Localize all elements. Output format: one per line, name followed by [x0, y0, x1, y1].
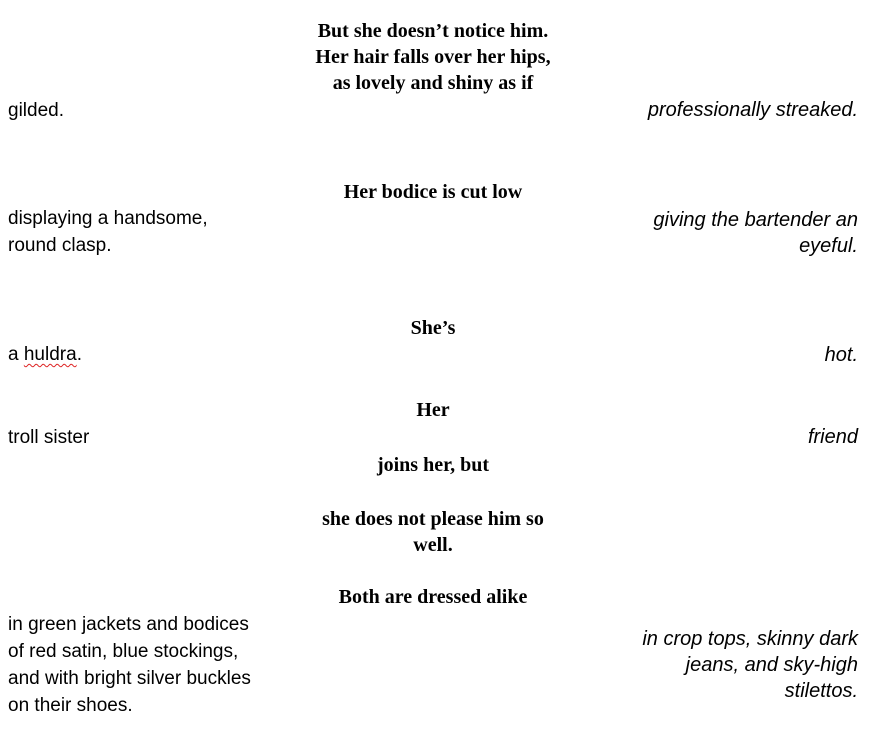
left-text-3: [8, 341, 298, 368]
spellcheck-flagged-word[interactable]: huldra: [23, 344, 77, 365]
center-text-5: joins her, but: [376, 454, 490, 476]
left-text-1: gilded.: [8, 100, 64, 121]
right-text-7: in crop tops, skinny dark jeans, and sky-high stilettos.: [642, 628, 858, 702]
left-text-3-prefix: a: [8, 344, 24, 365]
center-text-2: Her bodice is cut low: [343, 181, 523, 203]
left-text-4: troll sister: [8, 427, 90, 448]
right-text-2: giving the bartender an eyeful.: [653, 209, 858, 257]
center-text-1: But she doesn’t notice him. Her hair falls over her hips, as lovely and shiny as if: [315, 20, 551, 94]
center-text-3: She’s: [410, 317, 456, 339]
right-text-3: hot.: [824, 344, 858, 366]
center-text-6: she does not please him so well.: [322, 508, 544, 556]
right-text-1: professionally streaked.: [647, 99, 858, 121]
left-text-7: in green jackets and bodices of red satin, blue stockings, and with bright silver buckles on their shoes.: [8, 614, 251, 716]
left-text-2: displaying a handsome, round clasp.: [8, 208, 208, 256]
center-text-4: Her: [416, 399, 450, 421]
left-text-3-suffix: .: [76, 344, 82, 365]
center-text-7: Both are dressed alike: [338, 586, 528, 608]
right-text-4: friend: [807, 426, 858, 448]
